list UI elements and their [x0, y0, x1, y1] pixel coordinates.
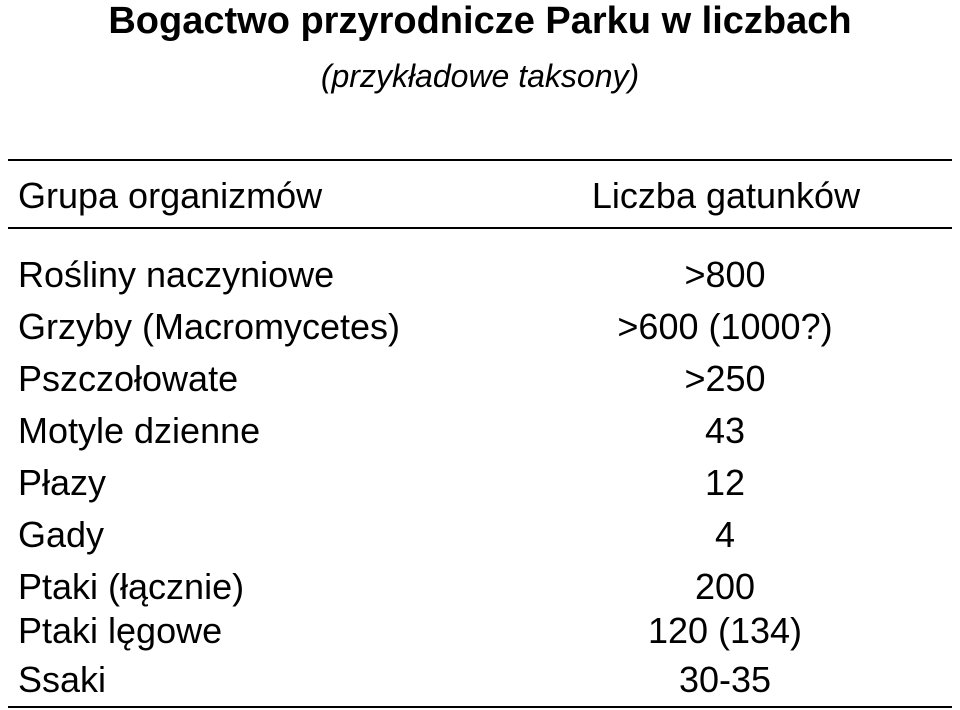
species-count: 30-35	[678, 659, 772, 700]
species-count: 4	[714, 514, 736, 555]
species-count: >600 (1000?)	[617, 306, 833, 347]
header-species-count: Liczba gatunków	[591, 175, 861, 216]
table-header-rule	[8, 227, 952, 229]
group-name: Pszczołowate	[18, 358, 239, 399]
species-count: 12	[704, 462, 746, 503]
page-title: Bogactwo przyrodnicze Parku w liczbach	[108, 0, 852, 42]
group-name: Ssaki	[18, 659, 107, 700]
table-row	[0, 509, 960, 561]
group-name: Ptaki lęgowe	[18, 610, 223, 651]
table-row	[0, 605, 960, 657]
species-count: >800	[684, 254, 766, 295]
group-name: Ptaki (łącznie)	[18, 566, 245, 607]
table-row	[0, 353, 960, 405]
table-row	[0, 249, 960, 301]
group-name: Grzyby (Macromycetes)	[18, 306, 401, 347]
group-name: Płazy	[18, 462, 107, 503]
table-top-rule	[8, 159, 952, 161]
header-group: Grupa organizmów	[18, 175, 323, 216]
group-name: Gady	[18, 514, 105, 555]
species-count: 200	[694, 566, 756, 607]
group-name: Rośliny naczyniowe	[18, 254, 335, 295]
group-name: Motyle dzienne	[18, 410, 261, 451]
page-subtitle: (przykładowe taksony)	[320, 58, 640, 94]
table-bottom-rule	[8, 706, 952, 708]
species-count: 43	[704, 410, 746, 451]
table-row	[0, 654, 960, 706]
species-count: >250	[684, 358, 766, 399]
table-header-row	[0, 170, 960, 222]
table-row	[0, 457, 960, 509]
table-row	[0, 301, 960, 353]
table-row	[0, 405, 960, 457]
species-count: 120 (134)	[647, 610, 803, 651]
